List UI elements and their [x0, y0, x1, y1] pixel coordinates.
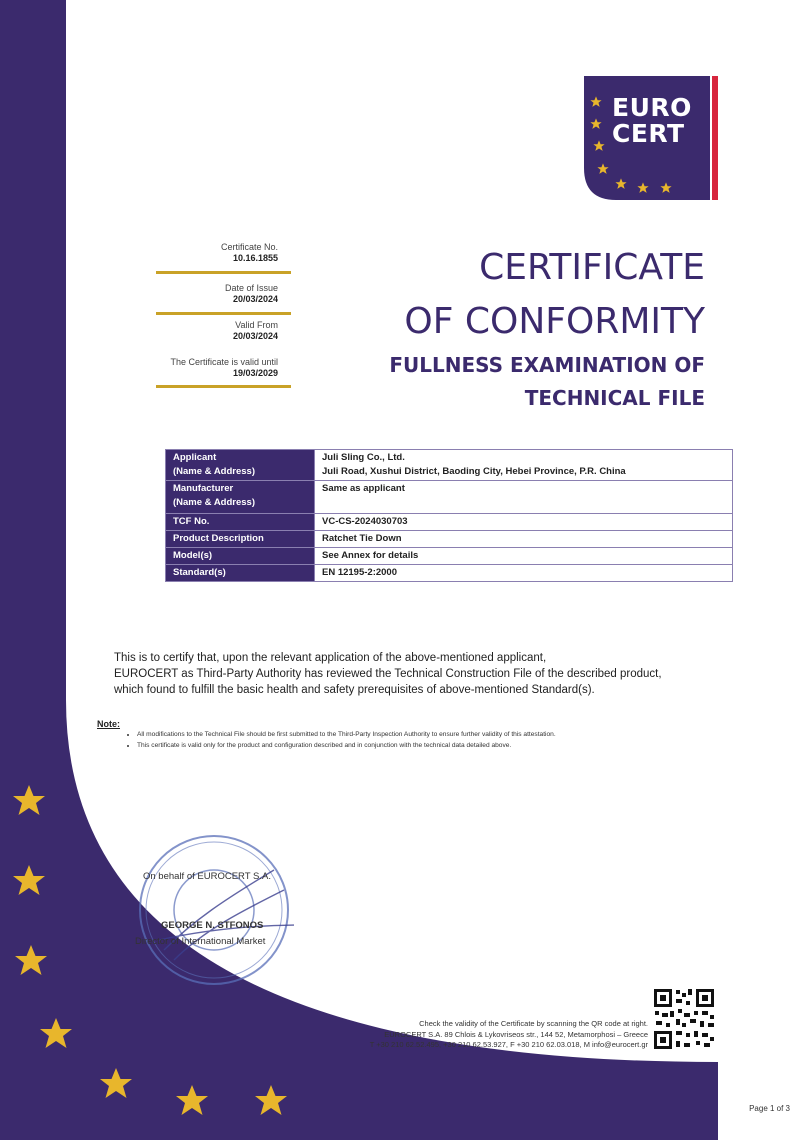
- gold-divider: [156, 312, 291, 315]
- table-row: [166, 565, 733, 582]
- models-value: See Annex for details: [315, 548, 733, 565]
- valid-from: Valid From 20/03/2024: [232, 320, 278, 341]
- date-of-issue: Date of Issue 20/03/2024: [224, 283, 278, 304]
- certificate-number: Certificate No. 10.16.1855: [220, 242, 278, 263]
- models-label: Model(s): [166, 548, 315, 565]
- gold-divider: [156, 271, 291, 274]
- standards-label: Standard(s): [166, 565, 315, 582]
- table-row: [166, 531, 733, 548]
- standards-value: EN 12195-2:2000: [315, 565, 733, 582]
- logo-text-euro: EURO: [612, 93, 692, 122]
- tcf-label: TCF No.: [166, 514, 315, 531]
- manufacturer-label: Manufacturer (Name & Address): [166, 481, 315, 514]
- subtitle-line-1: FULLNESS EXAMINATION OF: [389, 353, 705, 377]
- title-line-1: CERTIFICATE: [479, 247, 705, 288]
- title-line-2: OF CONFORMITY: [404, 301, 705, 342]
- table-row: [166, 450, 733, 481]
- product-label: Product Description: [166, 531, 315, 548]
- table-row: [166, 481, 733, 514]
- applicant-label: Applicant (Name & Address): [166, 450, 315, 481]
- subtitle-line-2: TECHNICAL FILE: [524, 386, 705, 410]
- qr-code-icon[interactable]: [652, 987, 716, 1051]
- note-list: [120, 729, 737, 751]
- list-item: • All modifications to the Technical File should be first submitted to the Third-Party Inspection Authority to ensure further validity of this attestation.: [137, 729, 737, 740]
- valid-until: The Certificate is valid until 19/03/2029: [170, 357, 278, 378]
- manufacturer-value: Same as applicant: [315, 481, 733, 514]
- list-item: • This certificate is valid only for the product and configuration described and in conjunction with the technical data detailed above.: [137, 740, 737, 751]
- company-stamp: [134, 830, 294, 990]
- signatory-role: Director of International Market: [135, 936, 266, 947]
- gold-divider: [156, 385, 291, 388]
- signature-on-behalf: On behalf of EUROCERT S.A.: [143, 871, 271, 882]
- note-label: Note:: [97, 719, 120, 729]
- tcf-value: VC-CS-2024030703: [315, 514, 733, 531]
- table-row: [166, 514, 733, 531]
- certificate-info-table: [165, 449, 733, 582]
- product-value: Ratchet Tie Down: [315, 531, 733, 548]
- page-number: Page 1 of 3: [749, 1104, 790, 1113]
- applicant-value: Juli Sling Co., Ltd. Juli Road, Xushui District, Baoding City, Hebei Province, P.R. China: [315, 450, 733, 481]
- certification-statement: This is to certify that, upon the relevant application of the above-mentioned applicant, EUROCERT as Third-Party Authority has reviewed the Technical Construction File of the described product, which found to fulfill the basic health and safety prerequisites of above-mentioned Standard(s).: [114, 652, 662, 696]
- footer-contact: Check the validity of the Certificate by scanning the QR code at right. EUROCERT S.A. 89 Chlois & Lykovriseos str., 144 52, Metamorphosi – Greece T +30 210 62.52.495, +30 210 62.53.927, F +30 210 62.03.018, M info@eurocert.gr: [369, 1019, 648, 1049]
- signatory-name: GEORGE N. STFONOS: [161, 920, 264, 931]
- table-row: [166, 548, 733, 565]
- logo-text-cert: CERT: [612, 119, 685, 148]
